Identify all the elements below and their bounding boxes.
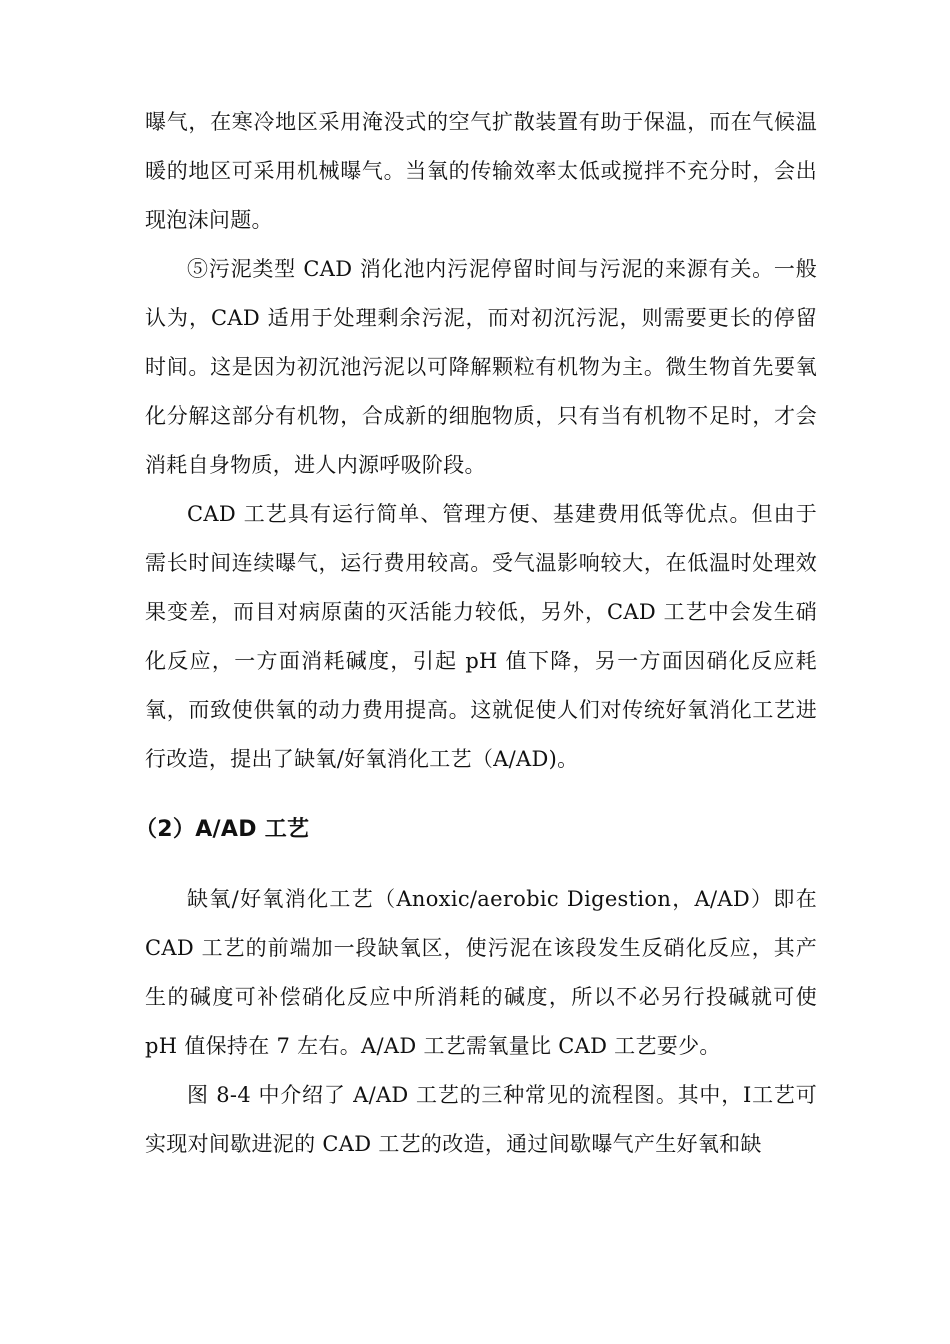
paragraph-cad-pros-cons: CAD 工艺具有运行简单、管理方便、基建费用低等优点。但由于需长时间连续曝气，运行费用较高。受气温影响较大，在低温时处理效果变差，而目对病原菌的灭活能力较低，另外，CAD 工艺中会发生硝化反应，一方面消耗碱度，引起 pH 值下降，另一方面因硝化反应耗氧，而致使供氧的动力费用提高。这就促使人们对传统好氧消化工艺进行改造，提出了缺氧/好氧消化工艺（A/AD)。 — [145, 502, 817, 771]
section-heading: （2）A/AD 工艺 — [135, 817, 310, 842]
paragraph-aad-definition: 缺氧/好氧消化工艺（Anoxic/aerobic Digestion，A/AD）即在 CAD 工艺的前端加一段缺氧区，使污泥在该段发生反硝化反应，其产生的碱度可补偿硝化反应中所消耗的碱度，所以不必另行投碱就可使 pH 值保持在 7 左右。A/AD 工艺需氧量比 CAD 工艺要少。 — [145, 887, 817, 1058]
paragraph-continuation: 曝气，在寒冷地区采用淹没式的空气扩散装置有助于保温，而在气候温暖的地区可采用机械曝气。当氧的传输效率太低或搅拌不充分时，会出现泡沫问题。 — [145, 110, 817, 232]
paragraph-sludge-type: ⑤污泥类型 CAD 消化池内污泥停留时间与污泥的来源有关。一般认为，CAD 适用于处理剩余污泥，而对初沉污泥，则需要更长的停留时间。这是因为初沉池污泥以可降解颗粒有机物为主。微生物首先要氧化分解这部分有机物，合成新的细胞物质，只有当有机物不足时，才会消耗自身物质，进人内源呼吸阶段。 — [145, 257, 817, 477]
paragraph-figure-reference: 图 8-4 中介绍了 A/AD 工艺的三种常见的流程图。其中，Ⅰ工艺可实现对间歇进泥的 CAD 工艺的改造，通过间歇曝气产生好氧和缺 — [145, 1083, 817, 1156]
document-body — [135, 98, 817, 1169]
